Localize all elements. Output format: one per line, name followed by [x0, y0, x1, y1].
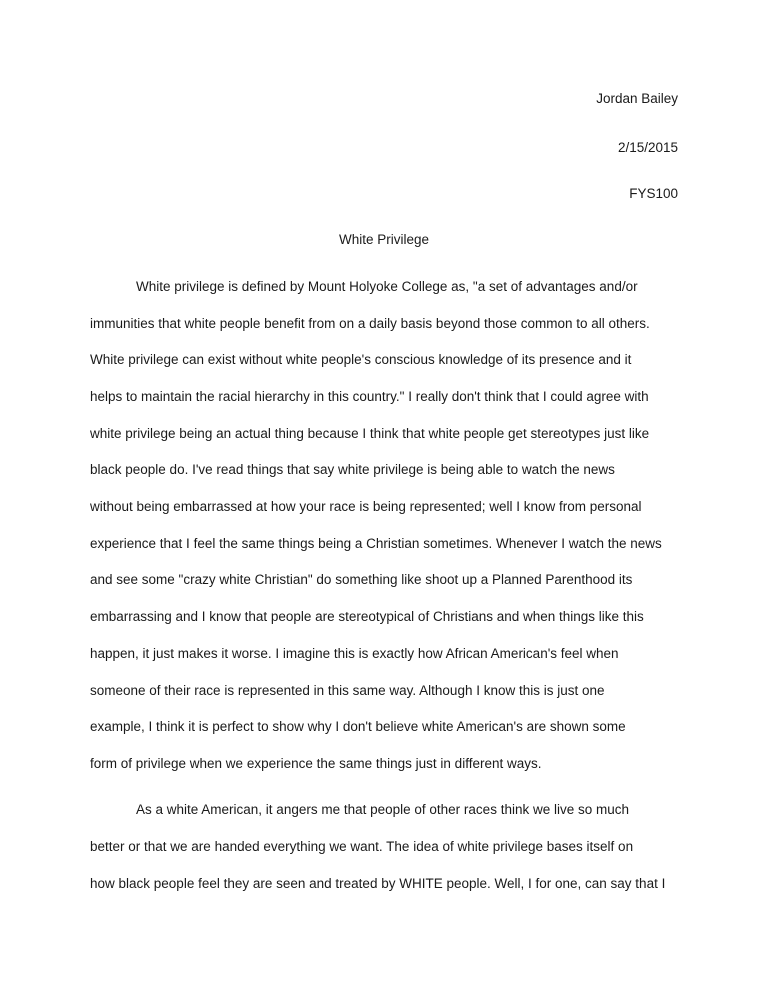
text-line: As a white American, it angers me that people of other races think we live so much	[136, 802, 629, 817]
author-name: Jordan Bailey	[596, 91, 678, 106]
date: 2/15/2015	[617, 140, 678, 155]
text-line: immunities that white people benefit from on a daily basis beyond those common to all others.	[90, 316, 650, 331]
text-line: embarrassing and I know that people are stereotypical of Christians and when things like this	[90, 609, 644, 624]
course-code: FYS100	[629, 186, 678, 201]
text-line: happen, it just makes it worse. I imagine this is exactly how African American's feel when	[90, 646, 619, 661]
text-line: form of privilege when we experience the same things just in different ways.	[90, 756, 542, 771]
text-line: white privilege being an actual thing because I think that white people get stereotypes just like	[90, 426, 650, 441]
text-line: black people do. I've read things that say white privilege is being able to watch the news	[90, 462, 615, 477]
text-line: helps to maintain the racial hierarchy in this country." I really don't think that I could agree with	[90, 389, 649, 404]
text-line: better or that we are handed everything we want. The idea of white privilege bases itself on	[90, 839, 634, 854]
text-line: and see some "crazy white Christian" do something like shoot up a Planned Parenthood its	[90, 572, 633, 587]
text-line: White privilege is defined by Mount Holyoke College as, "a set of advantages and/or	[136, 279, 638, 294]
text-line: experience that I feel the same things being a Christian sometimes. Whenever I watch the news	[90, 536, 662, 551]
text-line: without being embarrassed at how your race is being represented; well I know from personal	[90, 499, 642, 514]
text-line: someone of their race is represented in this same way. Although I know this is just one	[90, 683, 605, 698]
text-line: how black people feel they are seen and treated by WHITE people. Well, I for one, can say that I	[90, 876, 666, 891]
page-title: White Privilege	[338, 232, 430, 247]
text-line: example, I think it is perfect to show why I don't believe white American's are shown some	[90, 719, 626, 734]
text-line: White privilege can exist without white people's conscious knowledge of its presence and it	[90, 352, 632, 367]
